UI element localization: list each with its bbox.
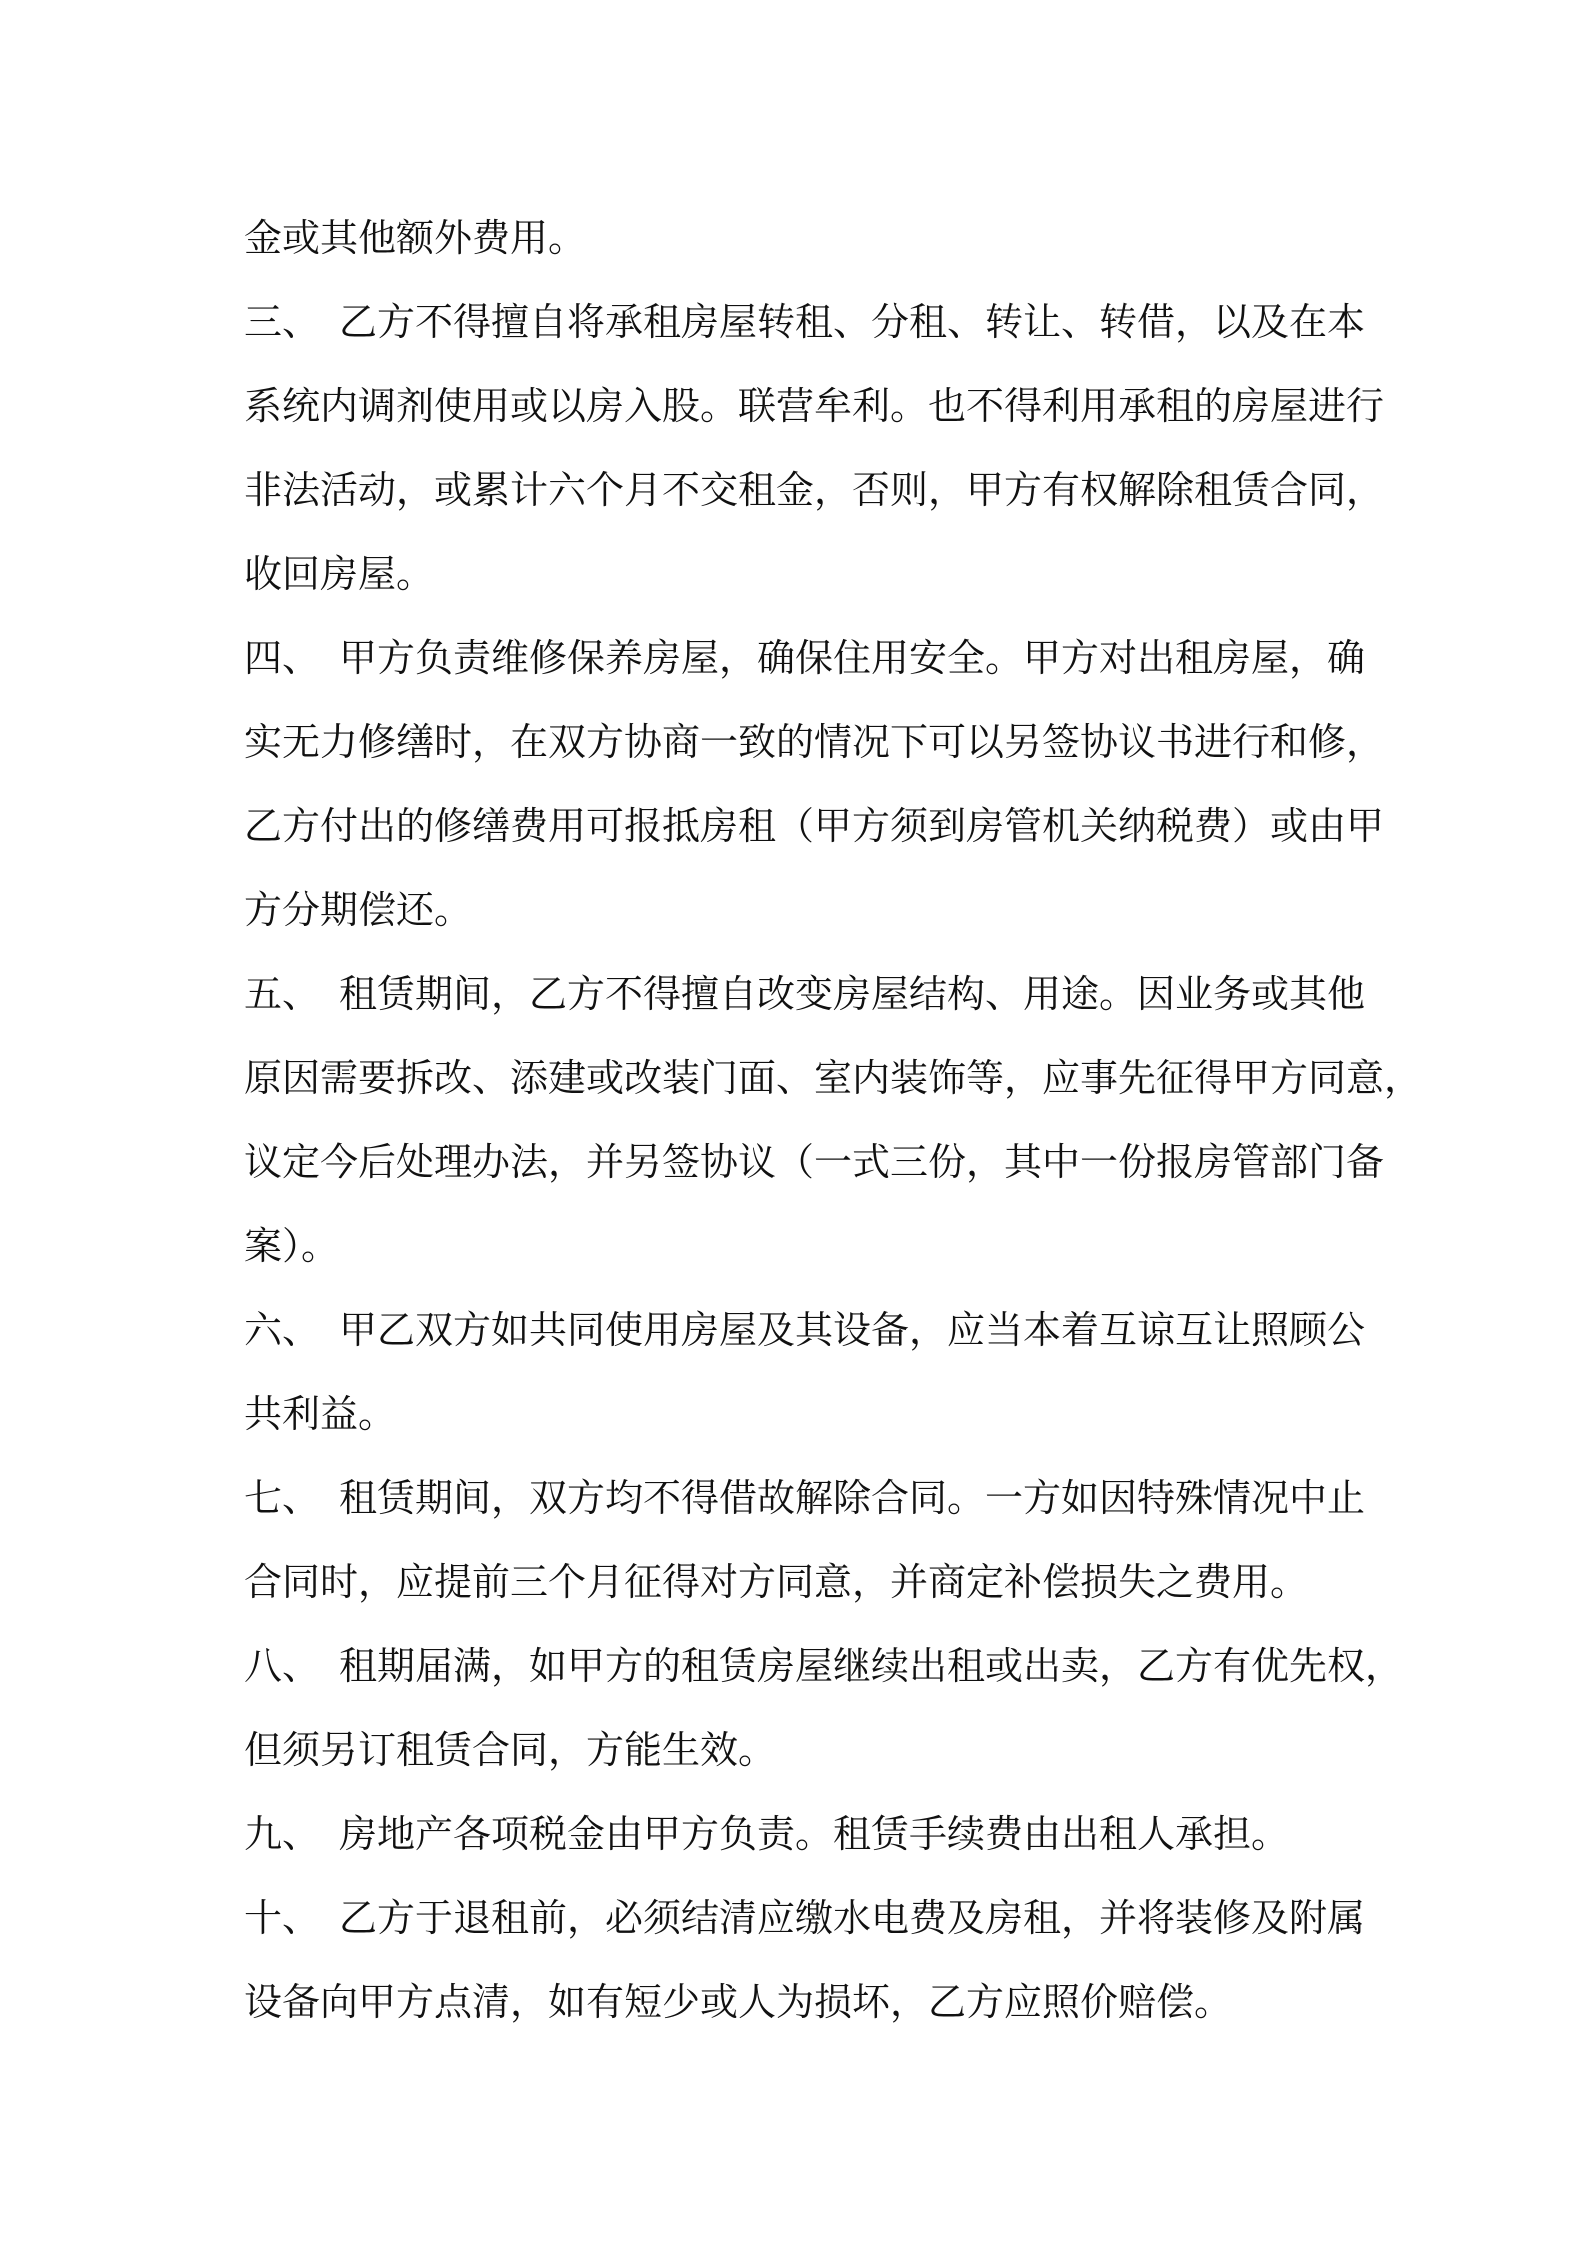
text-line (244, 1288, 1364, 1372)
text-line (244, 952, 1364, 1036)
line-text: 乙方于退租前，必须结清应缴水电费及房租，并将装修及附属 (339, 1896, 1366, 1940)
line-text: 原因需要拆改、添建或改装门面、室内装饰等，应事先征得甲方同意， (244, 1056, 1423, 1100)
document-body (244, 196, 1423, 2044)
paragraph (244, 1624, 1404, 1792)
line-text: 非法活动，或累计六个月不交租金，否则，甲方有权解除租赁合同， (244, 468, 1385, 512)
line-text: 租赁期间，双方均不得借故解除合同。一方如因特殊情况中止 (339, 1476, 1366, 1520)
paragraph (244, 280, 1385, 616)
line-text: 设备向甲方点清，如有短少或人为损坏，乙方应照价赔偿。 (244, 1980, 1233, 2024)
line-text: 方分期偿还。 (244, 888, 473, 932)
text-line (244, 364, 1385, 448)
line-text: 议定今后处理办法，并另签协议（一式三份，其中一份报房管部门备 (244, 1140, 1385, 1184)
line-text: 收回房屋。 (244, 552, 435, 596)
line-text: 房地产各项税金由甲方负责。租赁手续费由出租人承担。 (339, 1812, 1290, 1856)
text-line (244, 1372, 1364, 1456)
clause-marker: 八、 (244, 1644, 321, 1688)
clause-marker: 十、 (244, 1896, 321, 1940)
text-line (244, 1204, 1364, 1288)
paragraph (244, 1288, 1364, 1456)
text-line (244, 1456, 1364, 1540)
text-line (244, 532, 1364, 616)
text-line (244, 1708, 1364, 1792)
line-text: 租赁期间，乙方不得擅自改变房屋结构、用途。因业务或其他 (339, 972, 1366, 1016)
paragraph (244, 1456, 1364, 1624)
text-line (244, 448, 1385, 532)
text-line (244, 784, 1385, 868)
text-line (244, 1120, 1385, 1204)
line-text: 合同时，应提前三个月征得对方同意，并商定补偿损失之费用。 (244, 1560, 1309, 1604)
line-text: 共利益。 (244, 1392, 397, 1436)
paragraph (244, 1792, 1364, 1876)
text-line (244, 868, 1364, 952)
paragraph (244, 1876, 1364, 2044)
line-text: 租期届满，如甲方的租赁房屋继续出租或出卖，乙方有优先权， (339, 1644, 1404, 1688)
text-line (244, 1792, 1364, 1876)
line-text: 案）。 (244, 1224, 340, 1268)
clause-marker: 四、 (244, 636, 321, 680)
text-line (244, 280, 1364, 364)
clause-marker: 五、 (244, 972, 321, 1016)
clause-marker: 七、 (244, 1476, 321, 1520)
line-text: 实无力修缮时，在双方协商一致的情况下可以另签协议书进行和修， (244, 720, 1385, 764)
line-text: 但须另订租赁合同，方能生效。 (244, 1728, 777, 1772)
line-text: 甲方负责维修保养房屋，确保住用安全。甲方对出租房屋，确 (339, 636, 1366, 680)
text-line (244, 1960, 1364, 2044)
text-line (244, 1540, 1364, 1624)
paragraph (244, 952, 1423, 1288)
line-text: 系统内调剂使用或以房入股。联营牟利。也不得利用承租的房屋进行 (244, 384, 1385, 428)
clause-marker: 六、 (244, 1308, 321, 1352)
line-text: 乙方不得擅自将承租房屋转租、分租、转让、转借，以及在本 (339, 300, 1366, 344)
paragraph (244, 616, 1385, 952)
text-line (244, 616, 1364, 700)
text-line (244, 700, 1385, 784)
clause-marker: 三、 (244, 300, 321, 344)
line-text: 金或其他额外费用。 (244, 216, 587, 260)
text-line (244, 1624, 1404, 1708)
line-text: 乙方付出的修缮费用可报抵房租（甲方须到房管机关纳税费）或由甲 (244, 804, 1385, 848)
line-text: 甲乙双方如共同使用房屋及其设备，应当本着互谅互让照顾公 (339, 1308, 1366, 1352)
text-line (244, 196, 1364, 280)
paragraph (244, 196, 1364, 280)
clause-marker: 九、 (244, 1812, 321, 1856)
text-line (244, 1876, 1364, 1960)
text-line (244, 1036, 1423, 1120)
